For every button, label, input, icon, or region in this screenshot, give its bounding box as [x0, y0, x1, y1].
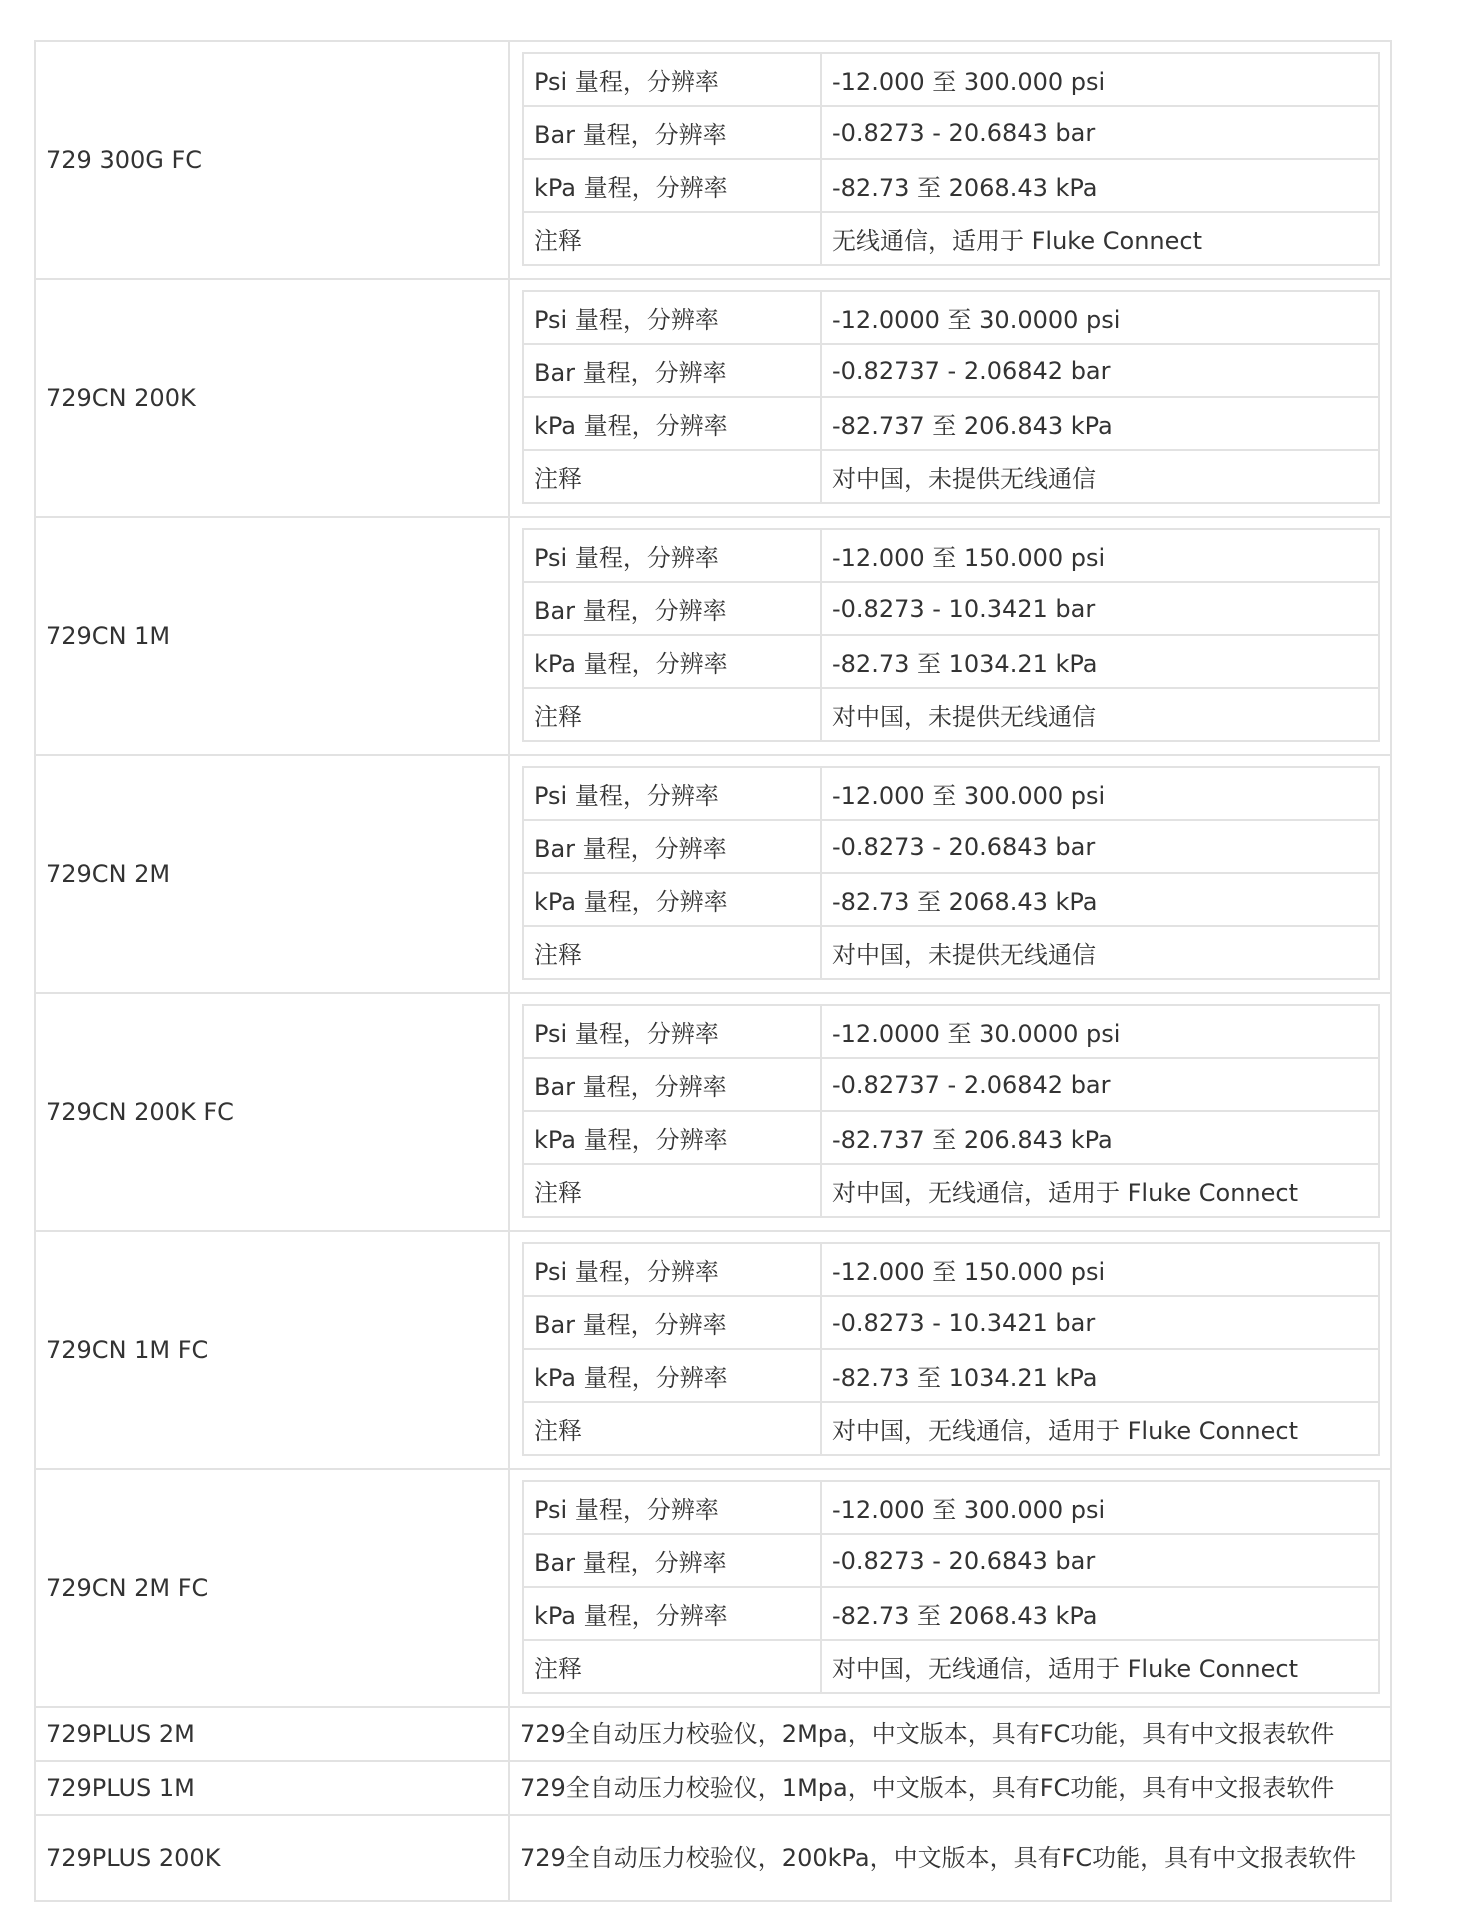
- spec-value: -12.0000 至 30.0000 psi: [832, 1020, 1121, 1048]
- spec-detail: [510, 1470, 1390, 1706]
- spec-grid: [522, 52, 1380, 266]
- spec-row: [524, 1112, 1378, 1165]
- spec-value: -82.737 至 206.843 kPa: [832, 1126, 1113, 1154]
- spec-value: 对中国，未提供无线通信: [832, 703, 1096, 731]
- product-row: [36, 1470, 1390, 1708]
- product-row: [36, 518, 1390, 756]
- spec-grid: [522, 528, 1380, 742]
- spec-label: kPa 量程，分辨率: [524, 1112, 822, 1163]
- spec-value: -12.0000 至 30.0000 psi: [832, 306, 1121, 334]
- spec-detail: [510, 280, 1390, 516]
- spec-row: [524, 1006, 1378, 1059]
- plus-row: [36, 1708, 1390, 1762]
- spec-label: Psi 量程，分辨率: [524, 1006, 822, 1057]
- spec-label: Bar 量程，分辨率: [524, 1535, 822, 1586]
- spec-value: -82.737 至 206.843 kPa: [832, 412, 1113, 440]
- spec-table: [34, 40, 1392, 1902]
- plus-row: [36, 1816, 1390, 1900]
- spec-value: -0.8273 - 20.6843 bar: [832, 1546, 1096, 1575]
- spec-grid: [522, 766, 1380, 980]
- model-name: 729CN 200K: [36, 280, 510, 516]
- spec-label: 注释: [524, 451, 822, 502]
- spec-row: [524, 768, 1378, 821]
- spec-value: -0.8273 - 10.3421 bar: [832, 594, 1096, 623]
- spec-row: [524, 160, 1378, 213]
- spec-value: -82.73 至 1034.21 kPa: [832, 1364, 1098, 1392]
- spec-row: [524, 1165, 1378, 1216]
- spec-detail: [510, 518, 1390, 754]
- spec-row: [524, 689, 1378, 740]
- spec-label: kPa 量程，分辨率: [524, 636, 822, 687]
- spec-value: -0.8273 - 10.3421 bar: [832, 1308, 1096, 1337]
- product-row: [36, 1232, 1390, 1470]
- spec-label: 注释: [524, 1165, 822, 1216]
- spec-label: Psi 量程，分辨率: [524, 768, 822, 819]
- spec-row: [524, 1350, 1378, 1403]
- spec-label: Bar 量程，分辨率: [524, 821, 822, 872]
- spec-value: -82.73 至 2068.43 kPa: [832, 1602, 1098, 1630]
- spec-label: Psi 量程，分辨率: [524, 54, 822, 105]
- spec-detail: [510, 42, 1390, 278]
- spec-row: [524, 1588, 1378, 1641]
- product-row: [36, 756, 1390, 994]
- product-row: [36, 994, 1390, 1232]
- spec-grid: [522, 1480, 1380, 1694]
- spec-row: [524, 1403, 1378, 1454]
- spec-grid: [522, 290, 1380, 504]
- spec-label: 注释: [524, 689, 822, 740]
- spec-row: [524, 1059, 1378, 1112]
- model-name: 729CN 1M FC: [36, 1232, 510, 1468]
- spec-label: 注释: [524, 1403, 822, 1454]
- spec-label: Bar 量程，分辨率: [524, 583, 822, 634]
- model-description: 729全自动压力校验仪，1Mpa，中文版本，具有FC功能，具有中文报表软件: [520, 1774, 1335, 1802]
- spec-row: [524, 1641, 1378, 1692]
- spec-value: -82.73 至 2068.43 kPa: [832, 888, 1098, 916]
- spec-label: Bar 量程，分辨率: [524, 1297, 822, 1348]
- spec-label: 注释: [524, 1641, 822, 1692]
- spec-label: 注释: [524, 213, 822, 264]
- spec-row: [524, 107, 1378, 160]
- model-name: 729PLUS 2M: [36, 1708, 510, 1760]
- spec-row: [524, 1297, 1378, 1350]
- spec-row: [524, 451, 1378, 502]
- spec-label: 注释: [524, 927, 822, 978]
- spec-value: 对中国，无线通信，适用于 Fluke Connect: [832, 1655, 1298, 1683]
- spec-value: -82.73 至 1034.21 kPa: [832, 650, 1098, 678]
- spec-label: kPa 量程，分辨率: [524, 1350, 822, 1401]
- spec-row: [524, 636, 1378, 689]
- spec-grid: [522, 1004, 1380, 1218]
- model-name: 729CN 200K FC: [36, 994, 510, 1230]
- spec-label: Bar 量程，分辨率: [524, 345, 822, 396]
- plus-row: [36, 1762, 1390, 1816]
- spec-label: Bar 量程，分辨率: [524, 1059, 822, 1110]
- spec-value: -12.000 至 300.000 psi: [832, 1496, 1106, 1524]
- spec-detail: [510, 756, 1390, 992]
- spec-label: kPa 量程，分辨率: [524, 874, 822, 925]
- spec-label: Psi 量程，分辨率: [524, 292, 822, 343]
- spec-row: [524, 583, 1378, 636]
- model-name: 729CN 2M FC: [36, 1470, 510, 1706]
- model-name: 729PLUS 200K: [36, 1816, 510, 1900]
- spec-row: [524, 1244, 1378, 1297]
- spec-value: -0.8273 - 20.6843 bar: [832, 832, 1096, 861]
- spec-value: 对中国，无线通信，适用于 Fluke Connect: [832, 1417, 1298, 1445]
- spec-value: 对中国，无线通信，适用于 Fluke Connect: [832, 1179, 1298, 1207]
- product-row: [36, 280, 1390, 518]
- spec-value: 对中国，未提供无线通信: [832, 941, 1096, 969]
- spec-row: [524, 1482, 1378, 1535]
- spec-row: [524, 874, 1378, 927]
- spec-grid: [522, 1242, 1380, 1456]
- spec-row: [524, 54, 1378, 107]
- product-row: [36, 42, 1390, 280]
- spec-value: -12.000 至 300.000 psi: [832, 68, 1106, 96]
- spec-value: -12.000 至 150.000 psi: [832, 1258, 1106, 1286]
- spec-label: kPa 量程，分辨率: [524, 160, 822, 211]
- model-description: 729全自动压力校验仪，2Mpa，中文版本，具有FC功能，具有中文报表软件: [520, 1720, 1335, 1748]
- spec-label: Psi 量程，分辨率: [524, 1482, 822, 1533]
- spec-value: -0.82737 - 2.06842 bar: [832, 1070, 1111, 1099]
- spec-value: -0.82737 - 2.06842 bar: [832, 356, 1111, 385]
- spec-row: [524, 213, 1378, 264]
- spec-label: Bar 量程，分辨率: [524, 107, 822, 158]
- spec-value: -12.000 至 150.000 psi: [832, 544, 1106, 572]
- spec-label: Psi 量程，分辨率: [524, 530, 822, 581]
- spec-row: [524, 398, 1378, 451]
- spec-detail: [510, 1232, 1390, 1468]
- model-name: 729 300G FC: [36, 42, 510, 278]
- spec-row: [524, 821, 1378, 874]
- spec-value: 无线通信，适用于 Fluke Connect: [832, 227, 1202, 255]
- model-name: 729CN 1M: [36, 518, 510, 754]
- spec-label: kPa 量程，分辨率: [524, 1588, 822, 1639]
- spec-row: [524, 1535, 1378, 1588]
- model-name: 729PLUS 1M: [36, 1762, 510, 1814]
- spec-row: [524, 530, 1378, 583]
- spec-label: kPa 量程，分辨率: [524, 398, 822, 449]
- spec-row: [524, 345, 1378, 398]
- spec-label: Psi 量程，分辨率: [524, 1244, 822, 1295]
- spec-value: -82.73 至 2068.43 kPa: [832, 174, 1098, 202]
- spec-row: [524, 927, 1378, 978]
- spec-row: [524, 292, 1378, 345]
- spec-value: -12.000 至 300.000 psi: [832, 782, 1106, 810]
- model-description: 729全自动压力校验仪，200kPa，中文版本，具有FC功能，具有中文报表软件: [520, 1844, 1357, 1872]
- model-name: 729CN 2M: [36, 756, 510, 992]
- spec-value: 对中国，未提供无线通信: [832, 465, 1096, 493]
- spec-detail: [510, 994, 1390, 1230]
- spec-value: -0.8273 - 20.6843 bar: [832, 118, 1096, 147]
